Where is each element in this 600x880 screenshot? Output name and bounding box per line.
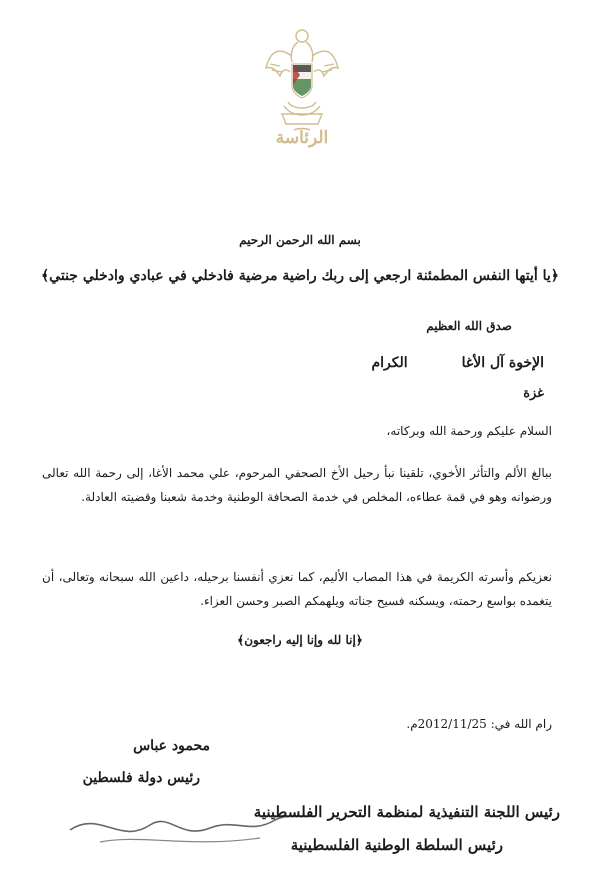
addressee-brothers: الإخوة آل الأغا bbox=[461, 355, 544, 371]
closing-verse: ﴿إنا لله وإنا إليه راجعون﴾ bbox=[237, 633, 363, 647]
signatory-title-1: رئيس دولة فلسطين bbox=[82, 770, 200, 786]
date-line: رام الله في: 2012/11/25م. bbox=[406, 717, 552, 731]
addressee bbox=[371, 355, 544, 371]
verse-close: صدق الله العظيم bbox=[426, 319, 512, 333]
condolence-paragraph-2: نعزيكم وأسرته الكريمة في هذا المصاب الأليم، كما نعزي أنفسنا برحيله، داعين الله سبحانه وتعالى، أن يتغمده بواسع رحمته، ويسكنه فسيح جناته ويلهمكم الصبر وحسن العزاء. bbox=[42, 570, 552, 608]
condolence-paragraph-1: ببالغ الألم والتأثر الأخوي، تلقينا نبأ رحيل الأخ الصحفي المرحوم، علي محمد الأغا، إلى رحمة الله تعالى ورضوانه وهو في قمة عطاءه، المخلص في خدمة الصحافة الوطنية وخدمة شعبنا وقضيته العادلة. bbox=[42, 466, 552, 504]
addressee-honorific: الكرام bbox=[371, 355, 408, 371]
bismillah: بسم الله الرحمن الرحيم bbox=[239, 233, 361, 247]
emblem-label: الرئاسة bbox=[275, 128, 329, 148]
addressee-city: غزة bbox=[523, 386, 544, 401]
signatory-name: محمود عباس bbox=[133, 738, 210, 754]
greeting: السلام عليكم ورحمة الله وبركاته، bbox=[386, 424, 552, 438]
handwritten-signature bbox=[60, 790, 320, 860]
signatory-title-3: رئيس السلطة الوطنية الفلسطينية bbox=[290, 836, 503, 854]
quran-verse: ﴿يا أيتها النفس المطمئنة ارجعي إلى ربك راضية مرضية فادخلي في عبادي وادخلي جنتي﴾ bbox=[40, 268, 560, 284]
signatory-title-2: رئيس اللجنة التنفيذية لمنظمة التحرير الفلسطينية bbox=[253, 803, 560, 821]
